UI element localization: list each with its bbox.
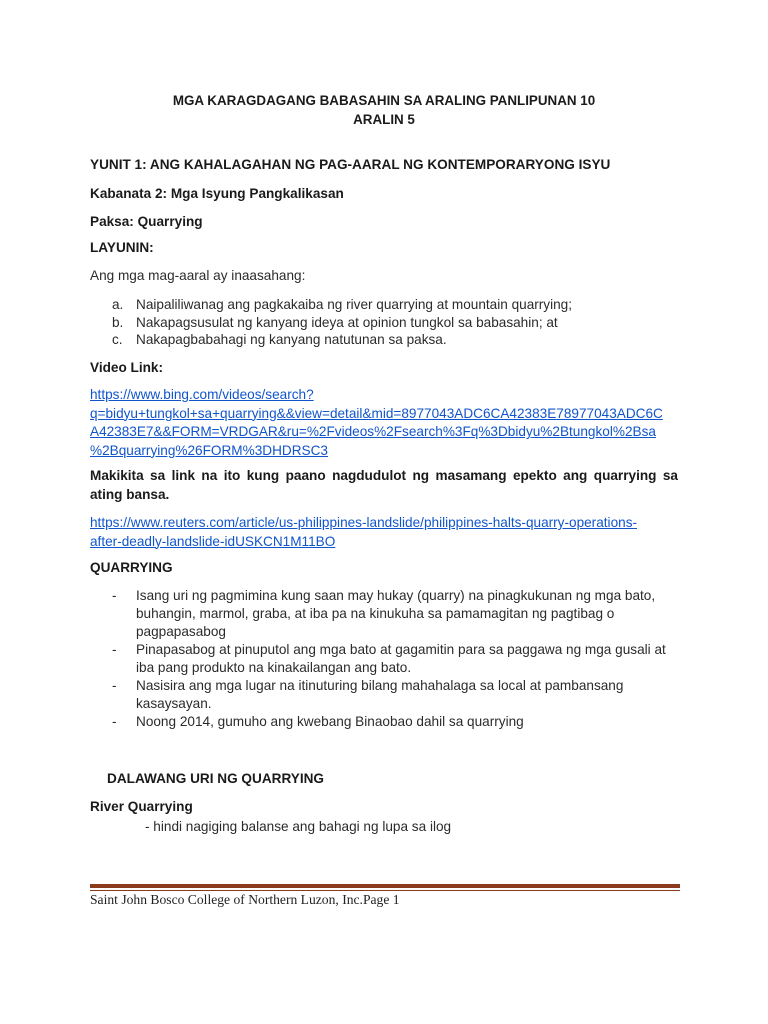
types-heading: DALAWANG URI NG QUARRYING (107, 771, 324, 786)
note-line: Makikita sa link na ito kung paano nagdudulot ng masamang epekto ang quarrying sa (90, 468, 678, 483)
bullet-line: Pinapasabog at pinuputol ang mga bato at gagamitin para sa paggawa ng mga gusali at (136, 642, 666, 657)
page-footer: Saint John Bosco College of Northern Luzon, Inc.Page 1 (90, 892, 400, 907)
list-item-text: Nakapagsusulat ng kanyang ideya at opinion tungkol sa babasahin; at (136, 314, 558, 330)
list-marker: c. (112, 332, 123, 347)
link-line: q=bidyu+tungkol+sa+quarrying&&view=detail&mid=8977043ADC6CA42383E78977043ADC6C (90, 405, 663, 421)
footer-rule-thick (90, 884, 680, 888)
bullet-line: iba pang produkto na kinakailangan ang bato. (136, 660, 412, 675)
note-line: ating bansa. (90, 487, 170, 502)
video-heading: Video Link: (90, 360, 164, 375)
link-line: after-deadly-landslide-idUSKCN1M11BO (90, 533, 336, 549)
river-quarrying-text: - hindi nagiging balanse ang bahagi ng lupa sa ilog (145, 819, 452, 834)
list-item-text: Nakapagbabahagi ng kanyang natutunan sa paksa. (136, 332, 447, 347)
list-marker: a. (112, 297, 124, 312)
list-item-text: Naipaliliwanag ang pagkakaiba ng river quarrying at mountain quarrying; (136, 297, 573, 312)
bullet-line: Nasisira ang mga lugar na itinuturing bilang mahahalaga sa local at pambansang (136, 678, 624, 693)
topic-heading: Paksa: Quarrying (90, 214, 203, 229)
river-quarrying-heading: River Quarrying (90, 799, 193, 814)
list-marker: b. (112, 314, 124, 330)
bullet-line: Isang uri ng pagmimina kung saan may hukay (quarry) na pinagkukunan ng mga bato, (136, 588, 656, 603)
objectives-heading: LAYUNIN: (90, 240, 154, 255)
bullet-line: Noong 2014, gumuho ang kwebang Binaobao dahil sa quarrying (136, 714, 524, 729)
link-line: A42383E7&&FORM=VRDGAR&ru=%2Fvideos%2Fsearch%3Fq%3Dbidyu%2Btungkol%2Bsa (90, 424, 656, 439)
quarrying-list (90, 587, 678, 731)
chapter-heading: Kabanata 2: Mga Isyung Pangkalikasan (90, 186, 344, 201)
objectives-list (90, 296, 572, 349)
list-item (90, 587, 678, 641)
bullet-line: buhangin, marmol, graba, at iba pa na kinukuha sa pamamagitan ng pagtibag o (136, 606, 615, 621)
link-line: https://www.bing.com/videos/search? (90, 387, 314, 402)
list-item (90, 713, 678, 731)
link-line: %2Bquarrying%26FORM%3DHDRSC3 (90, 442, 328, 458)
quarrying-heading: QUARRYING (90, 560, 173, 575)
list-item (90, 296, 572, 314)
bullet-line: kasaysayan. (136, 696, 212, 711)
dash-bullet: - (112, 588, 117, 603)
list-item (90, 641, 678, 677)
list-item (90, 331, 572, 349)
bullet-line: pagpapasabog (136, 624, 226, 639)
unit-heading: YUNIT 1: ANG KAHALAGAHAN NG PAG-AARAL NG KONTEMPORARYONG ISYU (90, 157, 611, 172)
list-item (90, 677, 678, 713)
link-line: https://www.reuters.com/article/us-philippines-landslide/philippines-halts-quarry-operations- (90, 515, 638, 530)
objectives-intro: Ang mga mag-aaral ay inaasahang: (90, 268, 306, 283)
dash-bullet: - (112, 714, 117, 729)
dash-bullet: - (112, 678, 117, 693)
article-note (90, 466, 678, 504)
lesson-number: ARALIN 5 (353, 112, 415, 127)
video-link[interactable] (90, 386, 663, 460)
article-link[interactable] (90, 514, 637, 551)
footer-rule-thin (90, 890, 680, 891)
dash-bullet: - (112, 642, 117, 657)
list-item (90, 314, 572, 332)
document-title: MGA KARAGDAGANG BABASAHIN SA ARALING PANLIPUNAN 10 (172, 93, 596, 108)
